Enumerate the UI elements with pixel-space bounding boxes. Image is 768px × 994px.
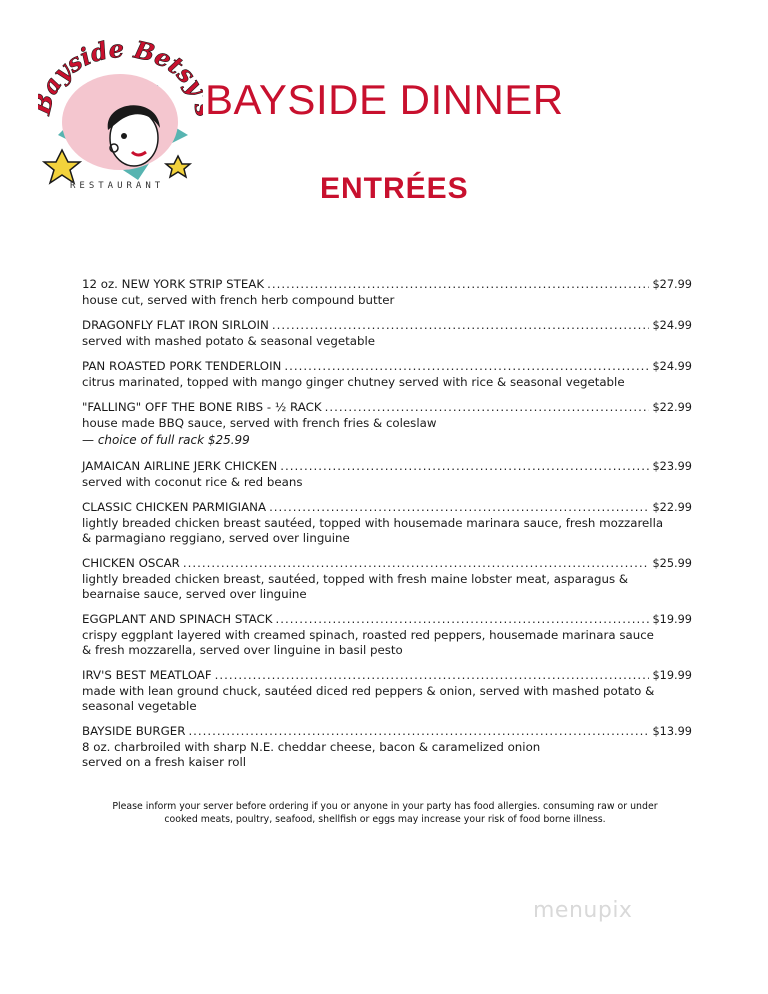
- menu-item-description: [82, 416, 692, 431]
- menu-item-header: [82, 317, 692, 334]
- description-line: lightly breaded chicken breast, sautéed, topped with fresh maine lobster meat, asparagus &: [82, 572, 629, 586]
- menu-item-header: [82, 399, 692, 416]
- menu-item-price: $19.99: [652, 669, 692, 682]
- menu-item-description: [82, 375, 692, 390]
- description-line: served on a fresh kaiser roll: [82, 755, 247, 769]
- description-line: citrus marinated, topped with mango ginger chutney served with rice & seasonal vegetable: [82, 375, 625, 389]
- watermark: menupix: [533, 898, 633, 923]
- menu-item: [82, 317, 692, 349]
- menu-item-note: — choice of full rack $25.99: [82, 433, 250, 447]
- menu-item-price: $25.99: [652, 557, 692, 570]
- menu-item: [82, 555, 692, 602]
- dot-leader: [280, 458, 649, 474]
- allergy-notice: [90, 800, 680, 826]
- description-line: lightly breaded chicken breast sautéed, topped with housemade marinara sauce, fresh mozzarella: [82, 516, 664, 530]
- section-title: ENTRÉES: [320, 172, 469, 205]
- menu-item-header: [82, 276, 692, 293]
- allergy-line: cooked meats, poultry, seafood, shellfish or eggs may increase your risk of food borne illness.: [164, 814, 606, 825]
- menu-item-price: $19.99: [652, 613, 692, 626]
- menu-item: [82, 458, 692, 490]
- logo-caption: RESTAURANT: [70, 181, 165, 191]
- menu-item-name: EGGPLANT AND SPINACH STACK: [82, 612, 273, 626]
- description-line: served with coconut rice & red beans: [82, 475, 303, 489]
- menu-item-header: [82, 458, 692, 475]
- dot-leader: [267, 276, 649, 292]
- menu-item-description: [82, 475, 692, 490]
- menu-item: [82, 667, 692, 714]
- menu-item: [82, 611, 692, 658]
- description-line: 8 oz. charbroiled with sharp N.E. cheddar cheese, bacon & caramelized onion: [82, 740, 541, 754]
- menu-item-name: DRAGONFLY FLAT IRON SIRLOIN: [82, 318, 269, 332]
- menu-item-name: "FALLING" OFF THE BONE RIBS - ½ RACK: [82, 400, 322, 414]
- dot-leader: [215, 667, 650, 683]
- description-line: house cut, served with french herb compound butter: [82, 293, 395, 307]
- menu-item-description: [82, 572, 692, 602]
- menu-item-name: PAN ROASTED PORK TENDERLOIN: [82, 359, 282, 373]
- menu-item-description: [82, 628, 692, 658]
- dot-leader: [183, 555, 650, 571]
- menu-item-header: [82, 555, 692, 572]
- menu-item-price: $27.99: [652, 278, 692, 291]
- dot-leader: [276, 611, 650, 627]
- menu-item-name: JAMAICAN AIRLINE JERK CHICKEN: [82, 459, 278, 473]
- menu-item-price: $13.99: [652, 725, 692, 738]
- dot-leader: [325, 399, 650, 415]
- menu-item-price: $22.99: [652, 401, 692, 414]
- description-line: crispy eggplant layered with creamed spinach, roasted red peppers, housemade marinara sauce: [82, 628, 654, 642]
- menu-item-name: IRV'S BEST MEATLOAF: [82, 668, 212, 682]
- menu-item-header: [82, 667, 692, 684]
- menu-item-description: [82, 293, 692, 308]
- menu-item-price: $24.99: [652, 319, 692, 332]
- dot-leader: [272, 317, 650, 333]
- dot-leader: [188, 723, 649, 739]
- menu-item-price: $22.99: [652, 501, 692, 514]
- menu-item-header: [82, 723, 692, 740]
- menu-item-description: [82, 334, 692, 349]
- menu-item-name: 12 oz. NEW YORK STRIP STEAK: [82, 277, 265, 291]
- menu-item: [82, 399, 692, 449]
- description-line: bearnaise sauce, served over linguine: [82, 587, 307, 601]
- dot-leader: [269, 499, 649, 515]
- svg-text:Bayside Betsy's: ayside Bets: [38, 40, 202, 100]
- description-line: seasonal vegetable: [82, 699, 197, 713]
- menu-item: [82, 276, 692, 308]
- menu-item-name: CHICKEN OSCAR: [82, 556, 180, 570]
- menu-item-name: BAYSIDE BURGER: [82, 724, 186, 738]
- menu-item-name: CLASSIC CHICKEN PARMIGIANA: [82, 500, 267, 514]
- menu-item: [82, 723, 692, 770]
- description-line: & parmagiano reggiano, served over linguine: [82, 531, 350, 545]
- allergy-line: Please inform your server before ordering if you or anyone in your party has food allergies. consuming raw or under: [112, 801, 658, 812]
- description-line: served with mashed potato & seasonal vegetable: [82, 334, 376, 348]
- menu-item-header: [82, 611, 692, 628]
- restaurant-logo: [38, 40, 203, 200]
- menu-item-description: [82, 516, 692, 546]
- description-line: & fresh mozzarella, served over linguine in basil pesto: [82, 643, 403, 657]
- menu-item-description: [82, 684, 692, 714]
- menu-item: [82, 499, 692, 546]
- menu-item-price: $23.99: [652, 460, 692, 473]
- description-line: house made BBQ sauce, served with french fries & coleslaw: [82, 416, 437, 430]
- menu-item-description: [82, 740, 692, 770]
- menu-list: [82, 276, 692, 779]
- menu-item-price: $24.99: [652, 360, 692, 373]
- menu-item: [82, 358, 692, 390]
- page-title: BAYSIDE DINNER: [205, 76, 564, 123]
- menu-item-header: [82, 499, 692, 516]
- description-line: made with lean ground chuck, sautéed diced red peppers & onion, served with mashed potato &: [82, 684, 655, 698]
- dot-leader: [284, 358, 649, 374]
- menu-item-header: [82, 358, 692, 375]
